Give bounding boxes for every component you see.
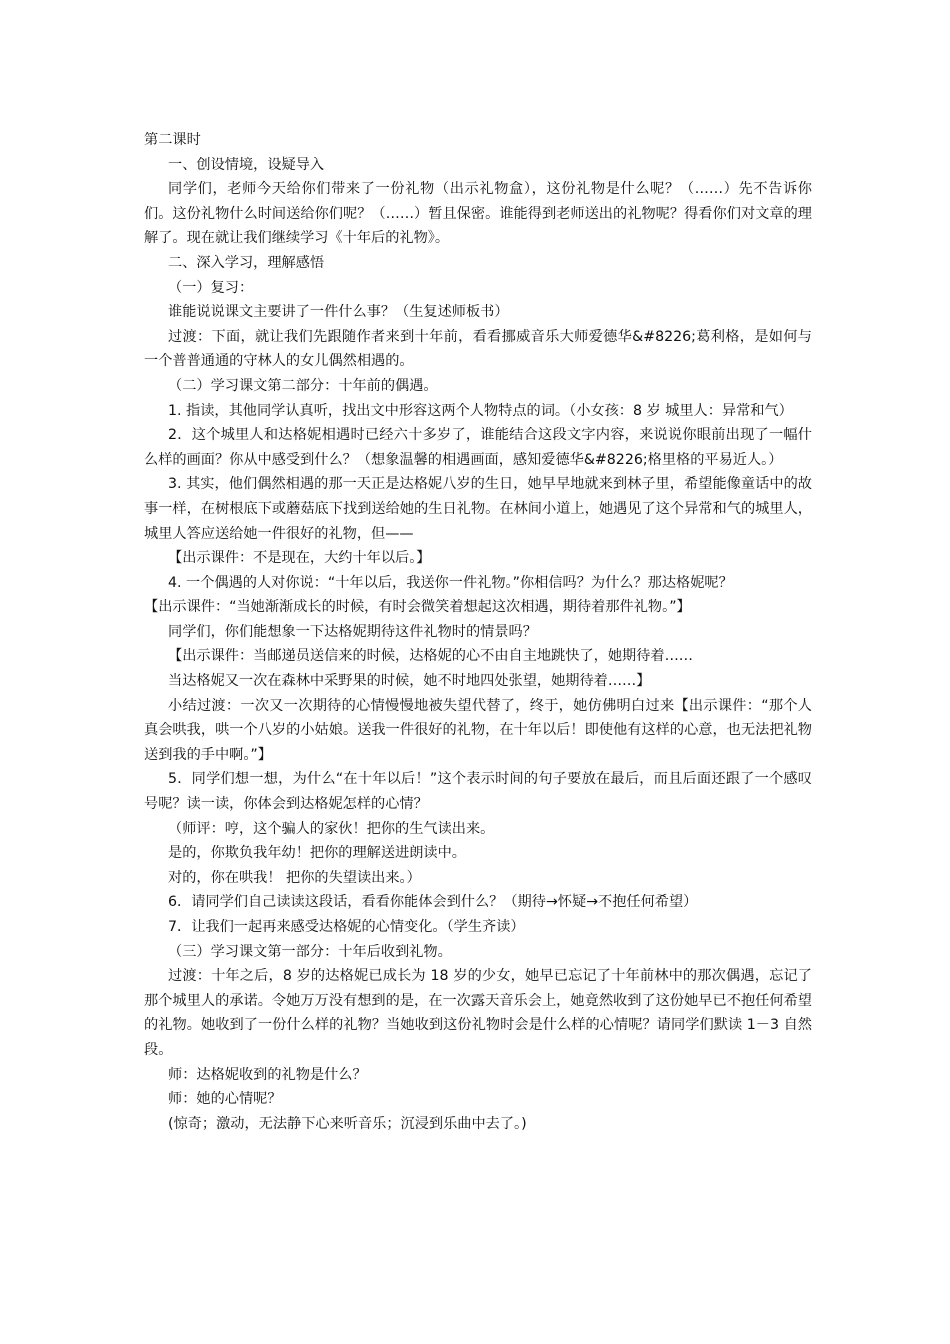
paragraph: 师：达格妮收到的礼物是什么？ (168, 1066, 367, 1083)
paragraph: 3. 其实，他们偶然相遇的那一天正是达格妮八岁的生日，她早早地就来到林子里，希望能像童话中的故事一样，在树根底下或蘑菇底下找到送给她的生日礼物。在林间小道上，她遇见了这个异常和气的城里人，城里人答应送给她一件很好的礼物，但—— (144, 476, 812, 542)
paragraph: 过渡：下面，就让我们先跟随作者来到十年前，看看挪威音乐大师爱德华&#8226;葛利格，是如何与一个普普通通的守林人的女儿偶然相遇的。 (144, 328, 812, 370)
paragraph: 2．这个城里人和达格妮相遇时已经六十多岁了，谁能结合这段文字内容，来说说你眼前出现了一幅什么样的画面？你从中感受到什么？（想象温馨的相遇画面，感知爱德华&#8226;格里格的平易近人。） (144, 427, 812, 468)
document-body (144, 128, 812, 1136)
section-heading: 二、深入学习，理解感悟 (168, 254, 325, 271)
subsection-heading: （一）复习： (168, 279, 254, 296)
paragraph: 【出示课件：当邮递员送信来的时候，达格妮的心不由自主地跳快了，她期待着…… (168, 648, 693, 665)
paragraph: 小结过渡：一次又一次期待的心情慢慢地被失望代替了，终于，她仿佛明白过来【出示课件：“那个人真会哄我，哄一个八岁的小姑娘。送我一件很好的礼物，在十年以后！即使他有这样的心意，也无法把礼物送到我的手中啊。”】 (144, 697, 812, 763)
section-heading: 一、创设情境，设疑导入 (168, 156, 325, 173)
paragraph: 4. 一个偶遇的人对你说：“十年以后，我送你一件礼物。”你相信吗？为什么？那达格妮呢？ (168, 574, 733, 591)
paragraph: 师：她的心情呢？ (168, 1091, 282, 1108)
paragraph: 1. 指读，其他同学认真听，找出文中形容这两个人物特点的词。（小女孩：8 岁 城里人：异常和气） (168, 402, 793, 419)
subsection-heading: （三）学习课文第一部分：十年后收到礼物。 (168, 943, 452, 960)
paragraph: 【出示课件：不是现在，大约十年以后。】 (168, 550, 431, 567)
paragraph: 7．让我们一起再来感受达格妮的心情变化。（学生齐读） (168, 919, 525, 935)
paragraph: 是的，你欺负我年幼！把你的理解送进朗读中。 (168, 845, 466, 862)
paragraph: 对的，你在哄我！ 把你的失望读出来。） (168, 869, 421, 886)
paragraph: 谁能说说课文主要讲了一件什么事？（生复述师板书） (168, 304, 509, 321)
paragraph: 5．同学们想一想，为什么“在十年以后！”这个表示时间的句子要放在最后，而且后面还跟了一个感叹号呢？读一读，你体会到达格妮怎样的心情？ (144, 771, 812, 813)
lesson-title: 第二课时 (144, 132, 201, 148)
paragraph: 6．请同学们自己读读这段话，看看你能体会到什么？（期待→怀疑→不抱任何希望） (168, 894, 698, 911)
paragraph: 过渡：十年之后，8 岁的达格妮已成长为 18 岁的少女，她早已忘记了十年前林中的那次偶遇，忘记了那个城里人的承诺。令她万万没有想到的是，在一次露天音乐会上，她竟然收到了这份她早已不抱任何希望的礼物。她收到了一份什么样的礼物？当她收到这份礼物时会是什么样的心情呢？请同学们默读 1－3 自然段。 (144, 968, 812, 1058)
subsection-heading: （二）学习课文第二部分：十年前的偶遇。 (168, 377, 438, 394)
paragraph: (惊奇；激动，无法静下心来听音乐；沉浸到乐曲中去了。) (168, 1115, 527, 1132)
paragraph: 同学们，老师今天给你们带来了一份礼物（出示礼物盒），这份礼物是什么呢？（……）先不告诉你们。这份礼物什么时间送给你们呢？（……）暂且保密。谁能得到老师送出的礼物呢？得看你们对文章的理解了。现在就让我们继续学习《十年后的礼物》。 (144, 181, 812, 247)
paragraph: 【出示课件：“当她渐渐成长的时候，有时会微笑着想起这次相遇，期待着那件礼物。”】 (144, 599, 691, 616)
paragraph: 当达格妮又一次在森林中采野果的时候，她不时地四处张望，她期待着……】 (168, 673, 651, 690)
paragraph: 同学们，你们能想象一下达格妮期待这件礼物时的情景吗？ (168, 623, 537, 640)
paragraph: （师评：哼，这个骗人的家伙！把你的生气读出来。 (168, 820, 495, 837)
